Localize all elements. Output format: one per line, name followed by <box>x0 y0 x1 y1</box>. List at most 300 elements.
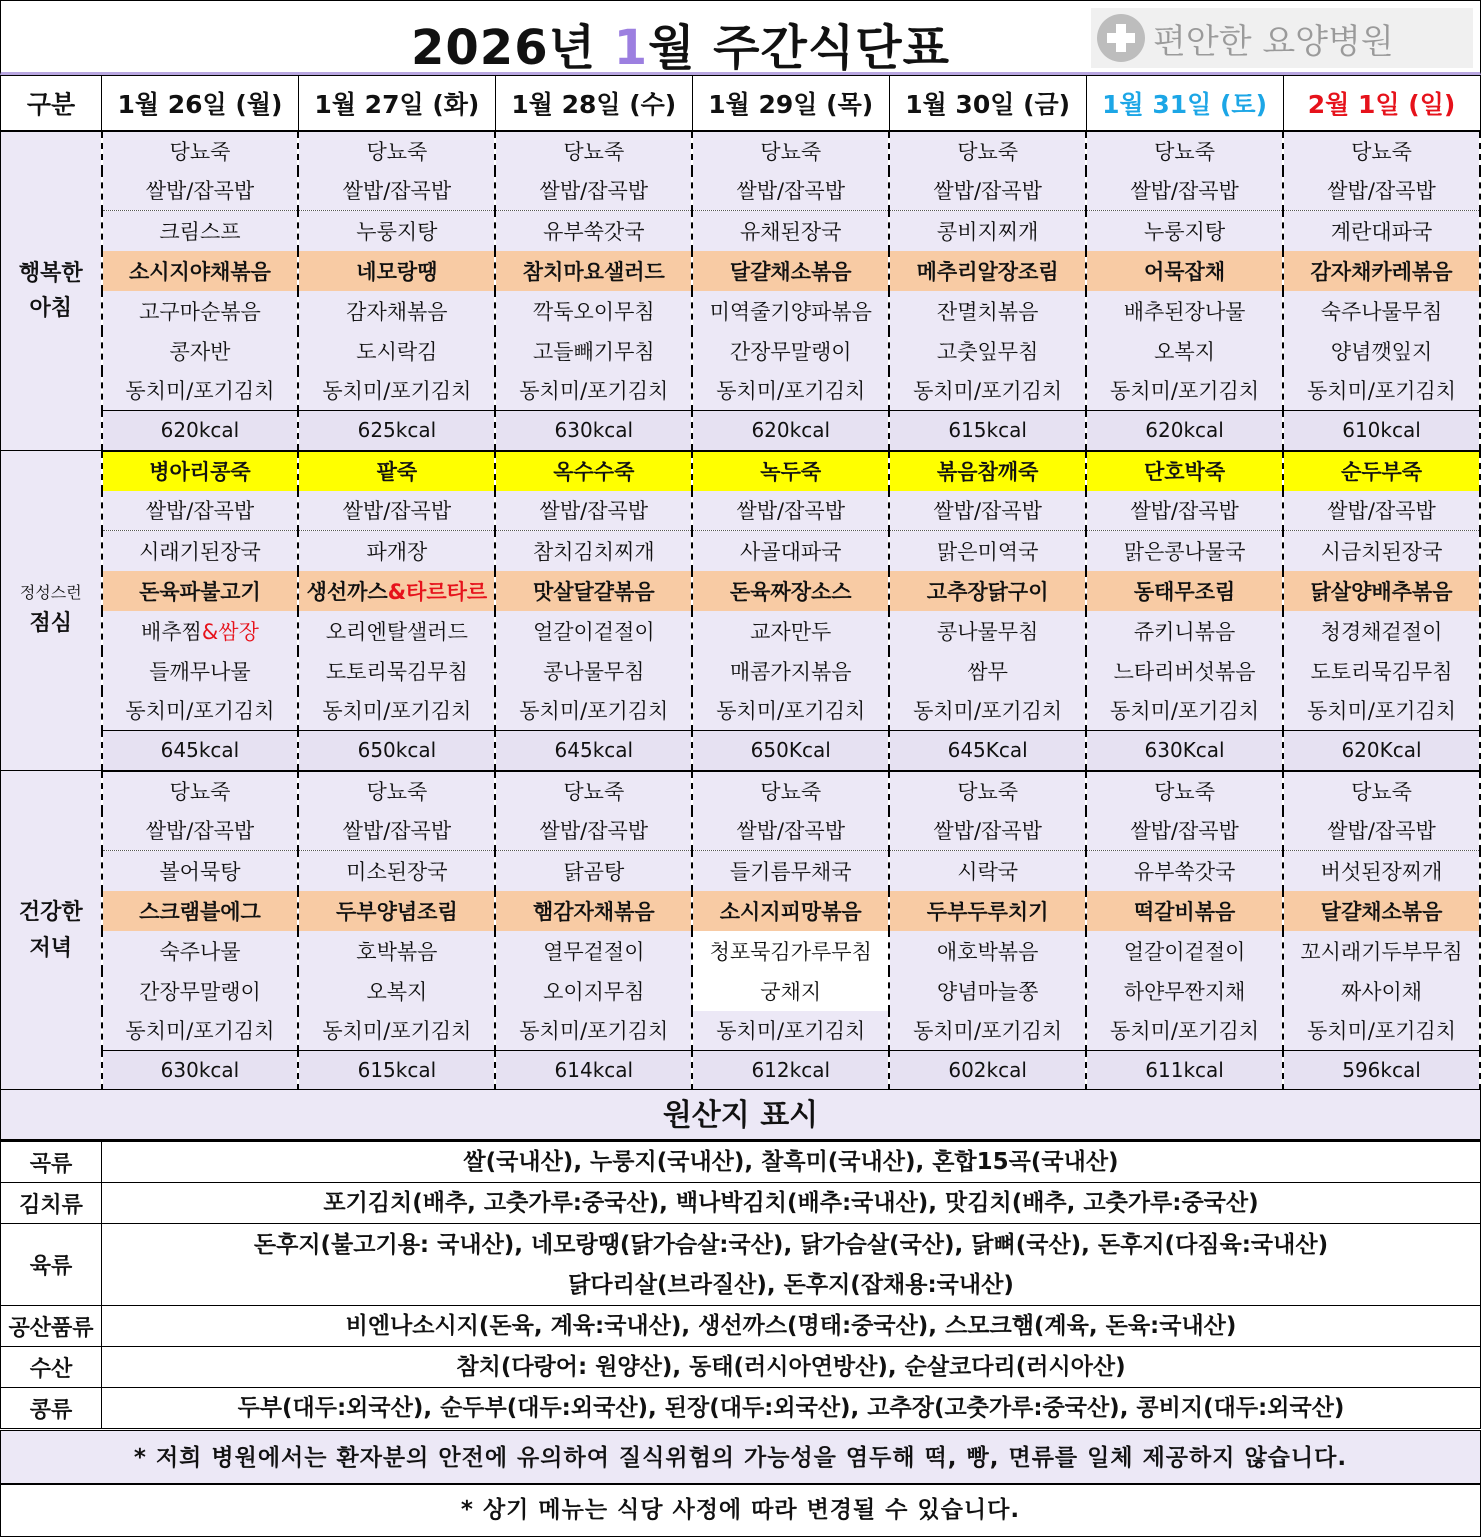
menu-item: 맑은콩나물국 <box>1123 539 1246 564</box>
menu-item: 당뇨죽 <box>563 140 625 164</box>
menu-cell <box>102 331 299 371</box>
menu-item: 스크램블에그 <box>139 899 261 924</box>
menu-item: 동치미/포기김치 <box>1306 379 1457 404</box>
menu-item: 콩자반 <box>169 339 231 364</box>
menu-item: 숙주나물무침 <box>1320 299 1443 324</box>
menu-item: 동치미/포기김치 <box>519 1019 669 1044</box>
menu-cell <box>1086 371 1283 411</box>
menu-item: 참치김치찌개 <box>532 539 655 564</box>
origin-line: 닭다리살(브라질산), 돈후지(잡채용:국내산) <box>568 1271 1014 1298</box>
menu-cell <box>102 131 299 171</box>
menu-item: 소시지피망볶음 <box>719 899 862 924</box>
menu-cell <box>1283 451 1480 491</box>
menu-item: 양념마늘쫑 <box>936 979 1039 1004</box>
menu-item: 얼갈이겉절이 <box>1123 939 1246 964</box>
menu-item: 쌀밥/잡곡밥 <box>342 499 452 524</box>
menu-cell <box>1086 131 1283 171</box>
origin-value <box>102 1224 1481 1306</box>
menu-cell <box>889 1011 1086 1051</box>
menu-item: 맑은미역국 <box>936 539 1039 564</box>
origin-label: 공산품류 <box>1 1306 102 1347</box>
origin-row <box>1 1142 1481 1183</box>
menu-item: 쌀밥/잡곡밥 <box>1130 819 1239 844</box>
menu-item: 쌀밥/잡곡밥 <box>1130 179 1239 204</box>
menu-cell <box>298 971 495 1011</box>
dinner-label <box>1 771 102 1091</box>
menu-item: 쌀밥/잡곡밥 <box>933 499 1042 524</box>
menu-item: 쌀밥/잡곡밥 <box>933 179 1042 204</box>
menu-item: 도토리묵김무침 <box>1310 659 1453 684</box>
menu-item: 동치미/포기김치 <box>1306 1019 1457 1044</box>
menu-item: 맛살달걀볶음 <box>532 579 655 604</box>
menu-item: 동치미/포기김치 <box>1110 699 1260 724</box>
menu-cell <box>1086 891 1283 931</box>
kcal-cell: 610kcal <box>1283 411 1480 451</box>
menu-cell <box>495 1011 692 1051</box>
menu-item: 잔멸치볶음 <box>936 299 1039 324</box>
menu-cell <box>1086 771 1283 811</box>
kcal-cell: 620Kcal <box>1283 731 1480 771</box>
menu-item: 동치미/포기김치 <box>322 699 472 724</box>
menu-cell <box>1086 811 1283 851</box>
menu-item: 생선까스 <box>306 579 388 604</box>
menu-cell <box>495 451 692 491</box>
menu-cell <box>298 251 495 291</box>
menu-item-extra: &쌈장 <box>201 619 259 644</box>
menu-cell <box>889 451 1086 491</box>
day-header: 1월 26일 (월) <box>102 76 299 131</box>
menu-cell <box>1283 251 1480 291</box>
menu-item: 팥죽 <box>376 460 418 484</box>
menu-cell <box>889 211 1086 251</box>
menu-item: 간장무말랭이 <box>729 339 852 364</box>
menu-cell <box>1283 931 1480 971</box>
kcal-cell: 596kcal <box>1283 1051 1480 1091</box>
page-title: 2026년 1월 주간식단표 <box>411 20 951 76</box>
menu-cell <box>102 291 299 331</box>
menu-cell <box>495 491 692 531</box>
origin-line: 참치(다랑어: 원양산), 동태(러시아연방산), 순살코다리(러시아산) <box>456 1354 1126 1380</box>
menu-cell <box>495 331 692 371</box>
meal-label-bottom: 저녁 <box>29 935 72 961</box>
menu-item: 소시지야채볶음 <box>128 259 271 284</box>
menu-cell <box>692 451 889 491</box>
menu-item: 쌀밥/잡곡밥 <box>1327 499 1436 524</box>
menu-cell <box>889 371 1086 411</box>
menu-cell <box>889 771 1086 811</box>
menu-cell <box>495 171 692 211</box>
menu-cell <box>298 371 495 411</box>
menu-item: 동치미/포기김치 <box>1110 379 1260 404</box>
menu-cell <box>298 451 495 491</box>
origin-label: 곡류 <box>1 1142 102 1183</box>
origin-table <box>0 1141 1481 1429</box>
menu-item: 고춧잎무침 <box>936 339 1039 364</box>
menu-cell <box>298 531 495 571</box>
menu-cell <box>495 251 692 291</box>
menu-item: 당뇨죽 <box>169 780 231 804</box>
menu-item: 녹두죽 <box>760 460 822 484</box>
cross-icon <box>1097 14 1145 62</box>
menu-item: 쌀밥/잡곡밥 <box>342 819 452 844</box>
menu-cell <box>692 931 889 971</box>
menu-cell <box>1283 611 1480 651</box>
menu-item: 열무겉절이 <box>543 939 645 964</box>
menu-item: 콩나물무침 <box>543 659 645 684</box>
day-header: 1월 28일 (수) <box>495 76 692 131</box>
menu-cell <box>1086 331 1283 371</box>
menu-cell <box>298 331 495 371</box>
menu-item: 당뇨죽 <box>1351 780 1412 804</box>
menu-cell <box>298 1011 495 1051</box>
menu-item: 콩나물무침 <box>936 619 1039 644</box>
kcal-cell: 615kcal <box>298 1051 495 1091</box>
menu-cell <box>1283 291 1480 331</box>
menu-item: 두부두루치기 <box>926 899 1049 924</box>
lunch-row <box>1 451 1481 491</box>
header-label: 구분 <box>1 76 102 131</box>
menu-item: 동치미/포기김치 <box>913 379 1063 404</box>
menu-cell <box>298 851 495 891</box>
menu-item: 네모랑땡 <box>356 259 438 284</box>
menu-cell <box>1283 651 1480 691</box>
menu-cell <box>102 211 299 251</box>
menu-cell <box>298 571 495 611</box>
menu-item: 볶음참깨죽 <box>936 460 1039 484</box>
lunch-kcal-row <box>1 731 1481 771</box>
menu-cell <box>889 691 1086 731</box>
origin-value <box>102 1388 1481 1429</box>
kcal-cell: 602kcal <box>889 1051 1086 1091</box>
menu-cell <box>692 611 889 651</box>
dinner-row <box>1 931 1481 971</box>
menu-item: 고추장닭구이 <box>926 579 1049 604</box>
menu-item: 애호박볶음 <box>936 939 1039 964</box>
lunch-row <box>1 651 1481 691</box>
menu-item: 동치미/포기김치 <box>125 1019 275 1044</box>
kcal-cell: 625kcal <box>298 411 495 451</box>
menu-cell <box>1086 491 1283 531</box>
menu-item: 파개장 <box>366 539 428 564</box>
title-bar <box>0 0 1481 75</box>
kcal-cell: 630kcal <box>102 1051 299 1091</box>
menu-item: 메추리알장조림 <box>916 259 1059 284</box>
menu-cell <box>1086 691 1283 731</box>
menu-item: 당뇨죽 <box>760 780 822 804</box>
breakfast-row <box>1 371 1481 411</box>
menu-item: 당뇨죽 <box>1154 780 1215 804</box>
menu-cell <box>495 931 692 971</box>
menu-item: 미소된장국 <box>346 859 448 884</box>
origin-label: 김치류 <box>1 1183 102 1224</box>
breakfast-row <box>1 131 1481 171</box>
menu-item: 햄감자채볶음 <box>532 899 655 924</box>
kcal-cell: 620kcal <box>692 411 889 451</box>
kcal-cell: 630Kcal <box>1086 731 1283 771</box>
menu-item: 도토리묵김무침 <box>325 659 468 684</box>
menu-item: 꼬시래기두부무침 <box>1300 939 1463 964</box>
menu-cell <box>1086 651 1283 691</box>
menu-cell <box>692 851 889 891</box>
menu-item: 동치미/포기김치 <box>913 699 1063 724</box>
menu-cell <box>889 531 1086 571</box>
menu-item: 오리엔탈샐러드 <box>325 619 468 644</box>
menu-cell <box>495 771 692 811</box>
lunch-row <box>1 691 1481 731</box>
weekly-menu-table <box>0 75 1481 1092</box>
origin-value <box>102 1142 1481 1183</box>
menu-item: 쌀밥/잡곡밥 <box>539 179 649 204</box>
menu-item: 당뇨죽 <box>563 780 625 804</box>
menu-cell <box>1283 1011 1480 1051</box>
menu-item: 동치미/포기김치 <box>125 379 275 404</box>
menu-cell <box>298 931 495 971</box>
menu-cell <box>1283 811 1480 851</box>
menu-item: 유부쑥갓국 <box>1133 859 1236 884</box>
menu-cell <box>102 571 299 611</box>
menu-cell <box>692 571 889 611</box>
menu-cell <box>889 811 1086 851</box>
menu-cell <box>102 251 299 291</box>
menu-item: 동치미/포기김치 <box>716 379 866 404</box>
menu-cell <box>889 931 1086 971</box>
menu-cell <box>495 691 692 731</box>
menu-cell <box>495 531 692 571</box>
menu-cell <box>1283 771 1480 811</box>
menu-item: 당뇨죽 <box>1351 140 1412 164</box>
menu-cell <box>298 211 495 251</box>
menu-cell <box>1283 491 1480 531</box>
menu-cell <box>1283 131 1480 171</box>
breakfast-kcal-row <box>1 411 1481 451</box>
kcal-cell: 645Kcal <box>889 731 1086 771</box>
menu-cell <box>102 371 299 411</box>
menu-cell <box>692 891 889 931</box>
kcal-cell: 650Kcal <box>692 731 889 771</box>
menu-cell <box>495 131 692 171</box>
menu-item: 동치미/포기김치 <box>519 379 669 404</box>
origin-row <box>1 1306 1481 1347</box>
menu-item: 버섯된장찌개 <box>1320 859 1443 884</box>
kcal-cell: 611kcal <box>1086 1051 1283 1091</box>
menu-cell <box>1086 251 1283 291</box>
menu-item: 쌀밥/잡곡밥 <box>145 499 255 524</box>
menu-item: 돈육파불고기 <box>139 579 261 604</box>
menu-item: 쌀밥/잡곡밥 <box>1327 819 1436 844</box>
menu-cell <box>102 691 299 731</box>
meal-label-top: 건강한 <box>18 900 83 926</box>
menu-cell <box>102 851 299 891</box>
kcal-cell: 620kcal <box>102 411 299 451</box>
menu-item: 쌀밥/잡곡밥 <box>539 499 649 524</box>
dinner-row <box>1 771 1481 811</box>
menu-cell <box>1283 971 1480 1011</box>
menu-cell <box>889 851 1086 891</box>
menu-cell <box>1283 571 1480 611</box>
origin-row <box>1 1347 1481 1388</box>
menu-cell <box>1283 171 1480 211</box>
menu-cell <box>298 771 495 811</box>
menu-item: 옥수수죽 <box>553 460 635 484</box>
menu-cell <box>495 611 692 651</box>
menu-cell <box>495 371 692 411</box>
menu-cell <box>102 611 299 651</box>
menu-cell <box>102 811 299 851</box>
menu-item: 동치미/포기김치 <box>913 1019 1063 1044</box>
kcal-cell: 630kcal <box>495 411 692 451</box>
menu-item: 유채된장국 <box>740 219 842 244</box>
menu-cell <box>1283 371 1480 411</box>
menu-cell <box>102 451 299 491</box>
menu-cell <box>495 571 692 611</box>
dinner-row <box>1 1011 1481 1051</box>
menu-item: 쥬키니볶음 <box>1133 619 1236 644</box>
origin-row <box>1 1388 1481 1429</box>
origin-line: 비엔나소시지(돈육, 계육:국내산), 생선까스(명태:중국산), 스모크햄(계육, 돈육:국내산) <box>345 1313 1237 1339</box>
kcal-cell: 645kcal <box>102 731 299 771</box>
menu-cell <box>495 211 692 251</box>
origin-label: 육류 <box>1 1224 102 1306</box>
origin-line: 돈후지(불고기용: 국내산), 네모랑땡(닭가슴살:국산), 닭가슴살(국산), 닭뼈(국산), 돈후지(다짐육:국내산) <box>253 1231 1329 1258</box>
title-month: 1 <box>613 20 649 76</box>
menu-cell <box>1086 451 1283 491</box>
menu-cell <box>692 771 889 811</box>
change-note: * 상기 메뉴는 식당 사정에 따라 변경될 수 있습니다. <box>0 1484 1481 1537</box>
menu-item: 당뇨죽 <box>957 140 1019 164</box>
origin-row <box>1 1224 1481 1306</box>
breakfast-row <box>1 291 1481 331</box>
menu-item: 청포묵김가루무침 <box>709 939 872 964</box>
menu-cell <box>1283 851 1480 891</box>
menu-item: 쌀밥/잡곡밥 <box>1130 499 1239 524</box>
meal-label-top: 행복한 <box>18 260 83 286</box>
menu-item: 동치미/포기김치 <box>1110 1019 1260 1044</box>
menu-item: 단호박죽 <box>1143 460 1226 484</box>
day-header: 1월 27일 (화) <box>298 76 495 131</box>
menu-item: 쌀밥/잡곡밥 <box>1327 179 1436 204</box>
menu-cell <box>495 291 692 331</box>
lunch-row <box>1 491 1481 531</box>
origin-value <box>102 1306 1481 1347</box>
menu-item: 동치미/포기김치 <box>322 1019 472 1044</box>
day-header-sunday: 2월 1일 (일) <box>1283 76 1480 131</box>
menu-item: 동치미/포기김치 <box>322 379 472 404</box>
menu-cell <box>692 331 889 371</box>
menu-item: 참치마요샐러드 <box>522 259 665 284</box>
menu-cell <box>1086 851 1283 891</box>
kcal-cell: 612kcal <box>692 1051 889 1091</box>
menu-item: 오복지 <box>1154 339 1215 364</box>
menu-cell <box>1283 891 1480 931</box>
menu-item: 양념깻잎지 <box>1330 339 1433 364</box>
menu-item: 느타리버섯볶음 <box>1113 659 1256 684</box>
menu-item: 사골대파국 <box>740 539 842 564</box>
menu-cell <box>692 211 889 251</box>
menu-cell <box>889 131 1086 171</box>
menu-item: 누룽지탕 <box>1143 219 1226 244</box>
menu-item: 동치미/포기김치 <box>716 1019 866 1044</box>
origin-title: 원산지 표시 <box>0 1089 1481 1141</box>
menu-item: 동치미/포기김치 <box>1306 699 1457 724</box>
menu-cell <box>889 651 1086 691</box>
menu-cell <box>298 811 495 851</box>
menu-cell <box>889 331 1086 371</box>
menu-cell <box>298 651 495 691</box>
menu-cell <box>692 971 889 1011</box>
menu-item: 오이지무침 <box>543 979 645 1004</box>
menu-cell <box>692 291 889 331</box>
menu-item: 동치미/포기김치 <box>125 699 275 724</box>
menu-item: 순두부죽 <box>1340 460 1423 484</box>
menu-cell <box>495 651 692 691</box>
menu-item: 감자채볶음 <box>346 299 448 324</box>
breakfast-label <box>1 131 102 451</box>
menu-item: 감자채카레볶음 <box>1310 259 1453 284</box>
menu-cell <box>298 131 495 171</box>
menu-item: 시금치된장국 <box>1320 539 1443 564</box>
menu-item: 교자만두 <box>750 619 832 644</box>
menu-item: 쌀밥/잡곡밥 <box>539 819 649 844</box>
menu-item: 들깨무나물 <box>149 659 251 684</box>
menu-item: 동태무조림 <box>1133 579 1236 604</box>
menu-item-extra: &타르타르 <box>387 579 488 604</box>
menu-item: 매콤가지볶음 <box>729 659 852 684</box>
header-row <box>1 76 1481 131</box>
menu-cell <box>889 171 1086 211</box>
kcal-cell: 620kcal <box>1086 411 1283 451</box>
menu-cell <box>102 771 299 811</box>
menu-cell <box>692 371 889 411</box>
menu-cell <box>102 531 299 571</box>
menu-cell <box>102 651 299 691</box>
menu-cell <box>102 891 299 931</box>
menu-item: 쌀밥/잡곡밥 <box>342 179 452 204</box>
safety-note: * 저희 병원에서는 환자분의 안전에 유의하여 질식위험의 가능성을 염두해 떡, 빵, 면류를 일체 제공하지 않습니다. <box>0 1430 1481 1484</box>
menu-item: 쌀밥/잡곡밥 <box>145 179 255 204</box>
menu-cell <box>692 131 889 171</box>
menu-item: 볼어묵탕 <box>159 859 241 884</box>
menu-item: 시래기된장국 <box>139 539 261 564</box>
menu-item: 시락국 <box>957 859 1019 884</box>
menu-cell <box>298 171 495 211</box>
menu-cell <box>692 251 889 291</box>
menu-item: 미역줄기양파볶음 <box>709 299 872 324</box>
origin-value <box>102 1183 1481 1224</box>
menu-item: 호박볶음 <box>356 939 438 964</box>
day-header: 1월 29일 (목) <box>692 76 889 131</box>
day-header: 1월 30일 (금) <box>889 76 1086 131</box>
menu-cell <box>1283 331 1480 371</box>
menu-item: 당뇨죽 <box>1154 140 1215 164</box>
menu-item: 쌀밥/잡곡밥 <box>736 499 845 524</box>
menu-item: 어묵잡채 <box>1143 259 1226 284</box>
menu-cell <box>889 571 1086 611</box>
breakfast-row <box>1 331 1481 371</box>
menu-item: 당뇨죽 <box>169 140 231 164</box>
menu-cell <box>1086 571 1283 611</box>
menu-cell <box>298 611 495 651</box>
menu-item: 쌀밥/잡곡밥 <box>736 819 845 844</box>
menu-item: 얼갈이겉절이 <box>532 619 655 644</box>
menu-cell <box>495 811 692 851</box>
menu-item: 쌀밥/잡곡밥 <box>145 819 255 844</box>
menu-item: 누룽지탕 <box>356 219 438 244</box>
menu-cell <box>692 811 889 851</box>
menu-item: 고구마순볶음 <box>139 299 261 324</box>
menu-item: 들기름무채국 <box>729 859 852 884</box>
menu-cell <box>692 491 889 531</box>
lunch-label <box>1 451 102 771</box>
